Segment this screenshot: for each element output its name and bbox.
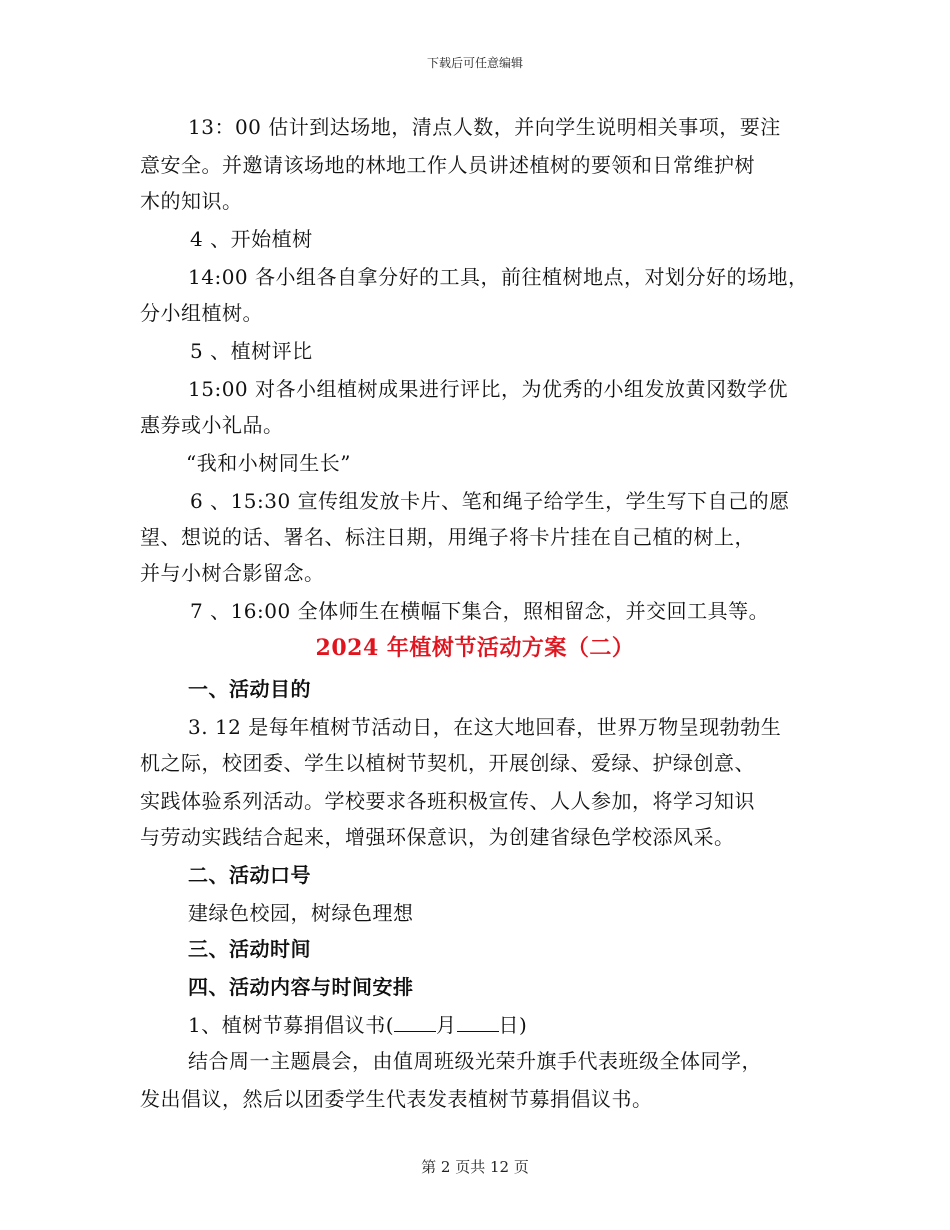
page-footer: 第 2 页共 12 页 — [421, 1158, 529, 1176]
paragraph-line: 发出倡议，然后以团委学生代表发表植树节募捐倡议书。 — [140, 1087, 653, 1111]
step-heading: 5 、植树评比 — [190, 339, 313, 363]
section-heading: 三、活动时间 — [188, 937, 311, 961]
paragraph-line: 15:00 对各小组植树成果进行评比，为优秀的小组发放黄冈数学优 — [188, 377, 788, 401]
page-header: 下载后可任意编辑 — [426, 56, 523, 70]
paragraph-line: 望、想说的话、署名、标注日期，用绳子将卡片挂在自己植的树上， — [140, 525, 755, 549]
paragraph-line: 机之际，校团委、学生以植树节契机，开展创绿、爱绿、护绿创意、 — [140, 751, 755, 775]
month-label: 月 — [436, 1013, 457, 1037]
slogan-text: 建绿色校园，树绿色理想 — [188, 901, 414, 925]
item-label: 1、植树节募捐倡议书( — [188, 1013, 395, 1037]
step-heading: 4 、开始植树 — [190, 227, 313, 251]
paragraph-line: 实践体验系列活动。学校要求各班积极宣传、人人参加，将学习知识 — [140, 789, 755, 813]
paragraph-line: 13：00 估计到达场地，清点人数，并向学生说明相关事项，要注 — [188, 115, 781, 139]
paragraph-line: 6 、15:30 宣传组发放卡片、笔和绳子给学生，学生写下自己的愿 — [190, 489, 790, 513]
section-heading: 一、活动目的 — [188, 677, 311, 701]
month-blank — [394, 1013, 436, 1032]
quote-line: “我和小树同生长” — [186, 451, 351, 475]
item-line — [188, 1012, 527, 1038]
paragraph-line: 并与小树合影留念。 — [140, 561, 325, 585]
section-heading: 二、活动口号 — [188, 863, 311, 887]
paragraph-line: 7 、16:00 全体师生在横幅下集合，照相留念，并交回工具等。 — [190, 599, 770, 623]
section-heading: 四、活动内容与时间安排 — [188, 975, 414, 999]
paragraph-line: 3. 12 是每年植树节活动日，在这大地回春，世界万物呈现勃勃生 — [188, 715, 782, 739]
paragraph-line: 分小组植树。 — [140, 301, 263, 325]
paragraph-line: 14:00 各小组各自拿分好的工具，前往植树地点，对划分好的场地， — [188, 265, 809, 289]
section-title: 2024 年植树节活动方案（二） — [315, 635, 635, 661]
paragraph-line: 结合周一主题晨会，由值周班级光荣升旗手代表班级全体同学， — [188, 1049, 762, 1073]
day-blank — [457, 1013, 499, 1032]
paragraph-line: 意安全。并邀请该场地的林地工作人员讲述植树的要领和日常维护树 — [140, 153, 755, 177]
paragraph-line: 惠券或小礼品。 — [140, 413, 284, 437]
paragraph-line: 与劳动实践结合起来，增强环保意识，为创建省绿色学校添风采。 — [140, 825, 735, 849]
day-label: 日) — [498, 1013, 528, 1037]
paragraph-line: 木的知识。 — [140, 189, 243, 213]
